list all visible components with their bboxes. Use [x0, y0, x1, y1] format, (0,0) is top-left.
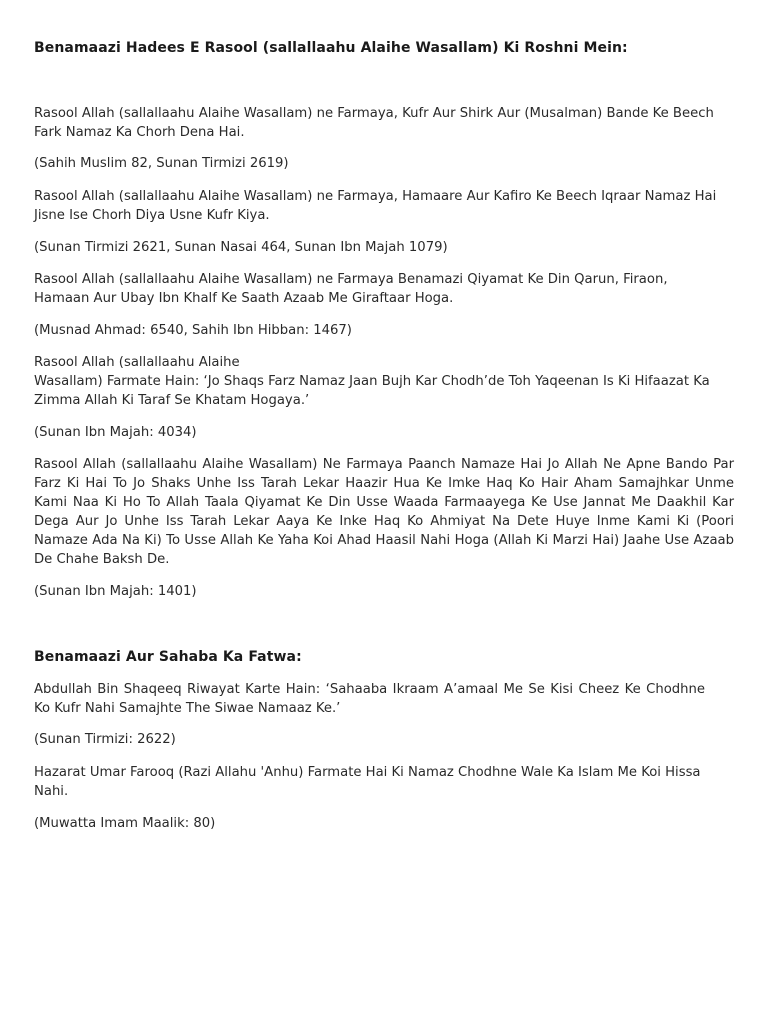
paragraph-hadees-4 [34, 353, 734, 410]
reference-hadees-5: (Sunan Ibn Majah: 1401) [34, 584, 197, 599]
paragraph-sahaba-2: Hazarat Umar Farooq (Razi Allahu 'Anhu) Farmate Hai Ki Namaz Chodhne Wale Ka Islam Me Koi Hissa Nahi. [34, 765, 701, 799]
reference-hadees-1: (Sahih Muslim 82, Sunan Tirmizi 2619) [34, 156, 289, 171]
paragraph-hadees-4-line1: Rasool Allah (sallallaahu Alaihe [34, 355, 240, 370]
reference-hadees-4: (Sunan Ibn Majah: 4034) [34, 425, 197, 440]
reference-sahaba-2: (Muwatta Imam Maalik: 80) [34, 816, 216, 831]
paragraph-hadees-1: Rasool Allah (sallallaahu Alaihe Wasallam) ne Farmaya, Kufr Aur Shirk Aur (Musalman) Bande Ke Beech Fark Namaz Ka Chorh Dena Hai. [34, 106, 714, 140]
section-heading-hadees: Benamaazi Hadees E Rasool (sallallaahu Alaihe Wasallam) Ki Roshni Mein: [34, 40, 628, 56]
paragraph-hadees-5: Rasool Allah (sallallaahu Alaihe Wasallam) Ne Farmaya Paanch Namaze Hai Jo Allah Ne Apne Bando Par Farz Ki Hai To Jo Shaks Unhe Iss Tarah Lekar Haazir Hua Ke Imke Haq Ko Hair Aham Samajhkar Unme Kami Naa Ki Ho To Allah Taala Qiyamat Ke Din Usse Waada Farmaayega Ke Use Jannat Me Daakhil Kar Dega Aur Jo Unhe Iss Tarah Lekar Aaya Ke Inke Haq Ko Ahmiyat Na Dete Huye Inme Kami Ki (Poori Namaze Ada Na Ki) To Usse Allah Ke Yaha Koi Ahad Haasil Nahi Hoga (Allah Ki Marzi Hai) Jaahe Use Azaab De Chahe Baksh De. [34, 457, 734, 567]
paragraph-hadees-4-rest: Wasallam) Farmate Hain: ‘Jo Shaqs Farz Namaz Jaan Bujh Kar Chodh’de Toh Yaqeenan Is Ki Hifaazat Ka Zimma Allah Ki Taraf Se Khatam Hogaya.’ [34, 374, 710, 408]
reference-sahaba-1: (Sunan Tirmizi: 2622) [34, 732, 176, 747]
section-heading-sahaba: Benamaazi Aur Sahaba Ka Fatwa: [34, 649, 302, 665]
paragraph-hadees-2: Rasool Allah (sallallaahu Alaihe Wasallam) ne Farmaya, Hamaare Aur Kafiro Ke Beech Iqraar Namaz Hai Jisne Ise Chorh Diya Usne Kufr Kiya. [34, 189, 717, 223]
paragraph-hadees-3: Rasool Allah (sallallaahu Alaihe Wasallam) ne Farmaya Benamazi Qiyamat Ke Din Qarun, Firaon, Hamaan Aur Ubay Ibn Khalf Ke Saath Azaab Me Giraftaar Hoga. [34, 272, 668, 306]
reference-hadees-2: (Sunan Tirmizi 2621, Sunan Nasai 464, Sunan Ibn Majah 1079) [34, 240, 448, 255]
reference-hadees-3: (Musnad Ahmad: 6540, Sahih Ibn Hibban: 1467) [34, 323, 352, 338]
paragraph-sahaba-1: Abdullah Bin Shaqeeq Riwayat Karte Hain: ‘Sahaaba Ikraam A’amaal Me Se Kisi Cheez Ke Chodhne Ko Kufr Nahi Samajhte The Siwae Namaaz Ke.’ [34, 682, 705, 716]
